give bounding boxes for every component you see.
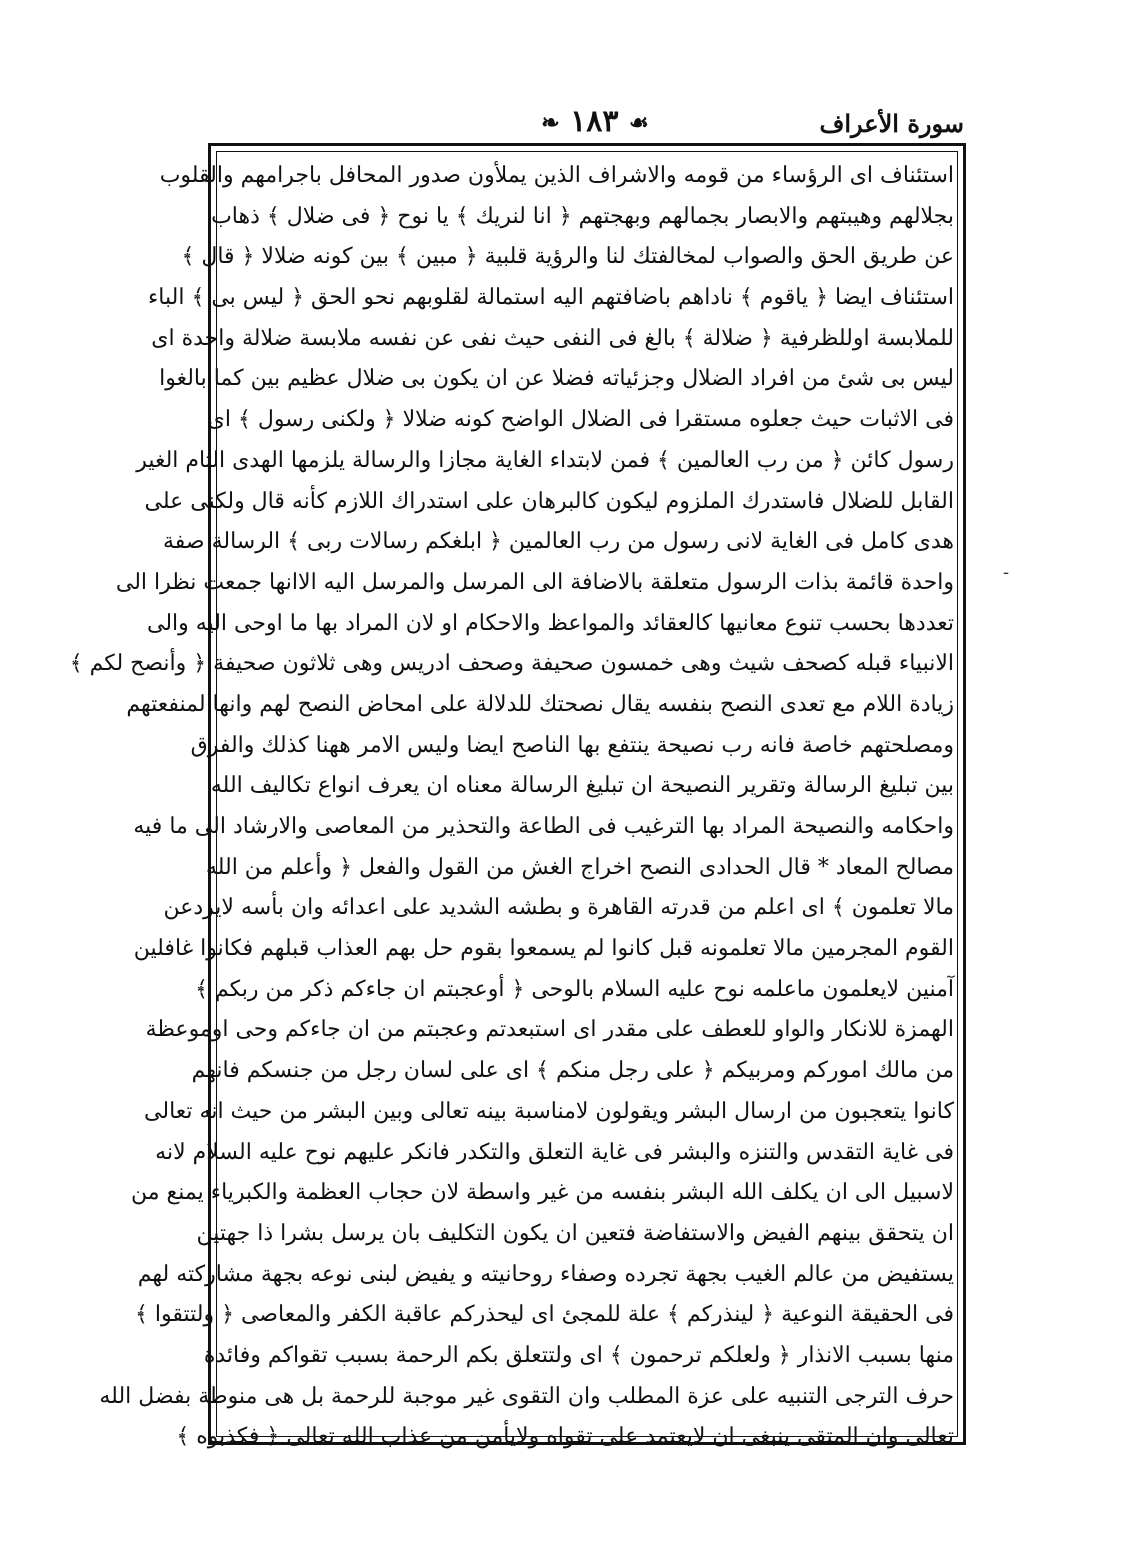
text-line: القابل للضلال فاستدرك الملزوم لیکون کالبرهان علی استدراك اللازم کأنه قال ولکنی علی — [144, 488, 954, 514]
text-line: منها بسبب الانذار ﴿ ولعلکم ترحمون ﴾ ای ولتتعلق بکم الرحمة بسبب تقواکم وفائدة — [203, 1342, 954, 1368]
page-number: ١٨٣ — [570, 104, 619, 139]
surah-title: سورة الأعراف — [819, 109, 964, 138]
text-line: هدی کامل فی الغایة لانی رسول من رب العالمین ﴿ ابلغکم رسالات ربی ﴾ الرسالة صفة — [162, 529, 954, 555]
text-line: استئناف ای الرؤساء من قومه والاشراف الذین یملأون صدور المحافل باجرامهم والقلوب — [159, 163, 954, 188]
text-line: من مالك امورکم ومربیکم ﴿ علی رجل منکم ﴾ ای علی لسان رجل من جنسکم فانهم — [191, 1058, 954, 1084]
text-line: مالا تعلمون ﴾ ای اعلم من قدرته القاهرة و بطشه الشدید علی اعدائه وان بأسه لایردعن — [163, 895, 954, 921]
text-line: الهمزة للانکار والواو للعطف علی مقدر ای استبعدتم وعجبتم من ان جاءکم وحی اوموعظة — [145, 1017, 954, 1043]
text-line: یستفیض من عالم الغیب بجهة تجرده وصفاء روحانیته و یفیض لبنی نوعه بجهة مشارکته لهم — [137, 1261, 954, 1287]
text-line: واحدة قائمة بذات الرسول متعلقة بالاضافة الی المرسل والمرسل الیه الاانها جمعت نظرا الی — [115, 569, 954, 595]
margin-mark: - — [1003, 562, 1010, 583]
text-line: فی الحقیقة النوعیة ﴿ لینذرکم ﴾ علة للمجئ ای لیحذرکم عاقبة الکفر والمعاصی ﴿ ولتتقوا ﴾ — [135, 1302, 954, 1328]
text-line: تعددها بحسب تنوع معانیها کالعقائد والمواعظ والاحکام او لان المراد بها ما اوحی الیه والی — [147, 610, 954, 636]
text-line: حرف الترجی التنبیه علی عزة المطلب وان التقوی غیر موجبة للرحمة بل هی منوطة بفضل الله — [99, 1383, 954, 1409]
text-line: استئناف ایضا ﴿ یاقوم ﴾ ناداهم باضافتهم الیه استمالة لقلوبهم نحو الحق ﴿ لیس بی ﴾ الباء — [147, 285, 954, 311]
text-line: الانبیاء قبله کصحف شیث وهی خمسون صحیفة وصحف ادریس وهی ثلاثون صحیفة ﴿ وأنصح لکم ﴾ — [69, 651, 954, 677]
text-line: آمنین لایعلمون ماعلمه نوح علیه السلام بالوحی ﴿ أوعجبتم ان جاءکم ذکر من ربکم ﴾ — [195, 976, 954, 1002]
text-line: لیس بی شئ من افراد الضلال وجزئیاته فضلا عن ان یکون بی ضلال عظیم بین کما بالغوا — [159, 366, 954, 392]
text-line: تعالی وان المتقی ینبغی ان لایعتمد علی تقواه ولایأمن من عذاب الله تعالی ﴿ فکذبوه ﴾ — [176, 1424, 954, 1450]
text-line: فی غایة التقدس والتنزه والبشر فی غایة التعلق والتکدر فانکر علیهم نوح علیه السلام لانه — [155, 1139, 954, 1165]
text-line: للملابسة اوللظرفیة ﴿ ضلالة ﴾ بالغ فی النفی حیث نفی عن نفسه ملابسة ضلالة واحدة ای — [151, 325, 954, 351]
text-line: ان یتحقق بینهم الفیض والاستفاضة فتعین ان یکون التکلیف بان یرسل بشرا ذا جهتین — [196, 1220, 954, 1246]
ornament-left-icon: ❧ — [541, 110, 560, 136]
text-line: عن طریق الحق والصواب لمخالفتك لنا والرؤیة قلبیة ﴿ مبین ﴾ بین کونه ضلالا ﴿ قال ﴾ — [181, 244, 954, 270]
ornament-right-icon: ☙ — [628, 110, 649, 136]
text-line: زیادة اللام مع تعدی النصح بنفسه یقال نصحتك للدلالة علی امحاض النصح لهم وانها لمنفعتهم — [126, 691, 954, 717]
text-line: فی الاثبات حیث جعلوه مستقرا فی الضلال الواضح کونه ضلالا ﴿ ولکنی رسول ﴾ ای — [207, 407, 954, 433]
text-line: القوم المجرمین مالا تعلمونه قبل کانوا لم یسمعوا بقوم حل بهم العذاب قبلهم فکانوا غافلین — [133, 936, 954, 962]
text-line: بجلالهم وهیبتهم والابصار بجمالهم وبهجتهم ﴿ انا لنریك ﴾ یا نوح ﴿ فی ضلال ﴾ ذهاب — [211, 203, 954, 229]
commentary-text — [69, 156, 954, 1458]
text-line: لاسبیل الی ان یکلف الله البشر بنفسه من غیر واسطة لان حجاب العظمة والکبریاء یمنع من — [131, 1180, 954, 1206]
text-line: رسول کائن ﴿ من رب العالمین ﴾ فمن لابتداء الغایة مجازا والرسالة یلزمها الهدی التام الغیر — [136, 447, 954, 473]
text-line: مصالح المعاد * قال الحدادی النصح اخراج الغش من القول والفعل ﴿ وأعلم من الله — [205, 854, 954, 880]
page-header — [226, 104, 964, 144]
text-line: واحکامه والنصیحة المراد بها الترغیب فی الطاعة والتحذیر من المعاصی والارشاد الی ما فیه — [133, 814, 954, 839]
text-line: بین تبلیغ الرسالة وتقریر النصیحة ان تبلیغ الرسالة معناه ان یعرف انواع تکالیف الله — [210, 773, 954, 799]
text-line: کانوا یتعجبون من ارسال البشر ویقولون لامناسبة بینه تعالی وبین البشر من حیث انه تعالی — [144, 1098, 954, 1124]
text-line: ومصلحتهم خاصة فانه رب نصیحة ینتفع بها الناصح ایضا ولیس الامر ههنا کذلك والفرق — [190, 732, 954, 758]
